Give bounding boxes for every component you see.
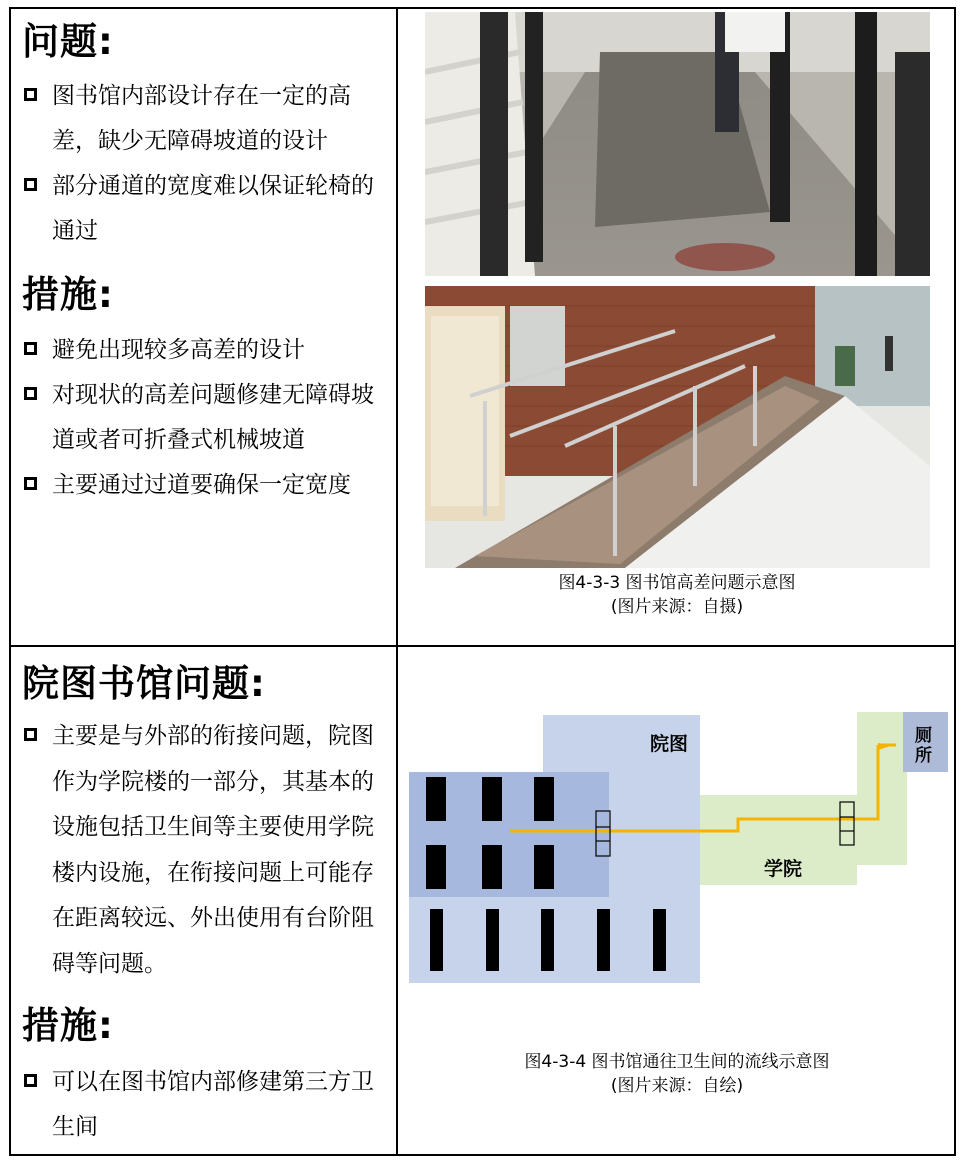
measure-item-2 xyxy=(22,373,384,463)
checkbox-icon xyxy=(24,342,37,355)
measure-item-1 xyxy=(22,328,384,373)
checkbox-icon xyxy=(24,178,37,191)
figure-caption-1: 图4-3-3 图书馆高差问题示意图 xyxy=(558,573,796,593)
figure-source-2: (图片来源：自绘) xyxy=(610,1076,744,1096)
toilet-label-2: 所 xyxy=(915,746,932,766)
problem-item-2 xyxy=(22,164,384,254)
figure-caption-2: 图4-3-4 图书馆通往卫生间的流线示意图 xyxy=(524,1052,830,1072)
toilet-label-1: 厕 xyxy=(915,726,932,746)
problem-item-3 xyxy=(22,714,384,987)
checkbox-icon xyxy=(24,477,37,490)
photo-accessible-ramp xyxy=(425,286,930,568)
measure-item-text: 可以在图书馆内部修建第三方卫生间 xyxy=(52,1069,374,1140)
checkbox-icon xyxy=(24,1074,37,1087)
measure-item-text: 主要通过过道要确保一定宽度 xyxy=(52,472,351,498)
problem-heading-1: 问题: xyxy=(22,20,114,63)
problem-item-text: 图书馆内部设计存在一定的高差，缺少无障碍坡道的设计 xyxy=(52,83,351,154)
checkbox-icon xyxy=(24,387,37,400)
figure-source-1: (图片来源：自摄) xyxy=(610,597,744,617)
college-wing xyxy=(857,712,907,865)
measure-item-text: 避免出现较多高差的设计 xyxy=(52,337,305,363)
library-label: 院图 xyxy=(650,733,689,755)
checkbox-icon xyxy=(24,728,37,741)
checkbox-icon xyxy=(24,88,37,101)
measure-item-4 xyxy=(22,1060,384,1150)
college-label: 学院 xyxy=(764,858,803,880)
photo-library-stairs xyxy=(425,12,930,276)
flow-diagram xyxy=(398,647,956,1047)
problem-heading-2: 院图书馆问题: xyxy=(22,662,266,705)
measure-item-text: 对现状的高差问题修建无障碍坡道或者可折叠式机械坡道 xyxy=(52,382,374,453)
problem-item-1 xyxy=(22,74,384,164)
measure-heading-1: 措施: xyxy=(22,273,114,316)
measure-heading-2: 措施: xyxy=(22,1004,114,1047)
measure-item-3 xyxy=(22,463,384,508)
problem-item-text: 部分通道的宽度难以保证轮椅的通过 xyxy=(52,173,374,244)
problem-item-text: 主要是与外部的衔接问题，院图作为学院楼的一部分，其基本的设施包括卫生间等主要使用学院楼内设施，在衔接问题上可能存在距离较远、外出使用有台阶阻碍等问题。 xyxy=(52,723,374,977)
